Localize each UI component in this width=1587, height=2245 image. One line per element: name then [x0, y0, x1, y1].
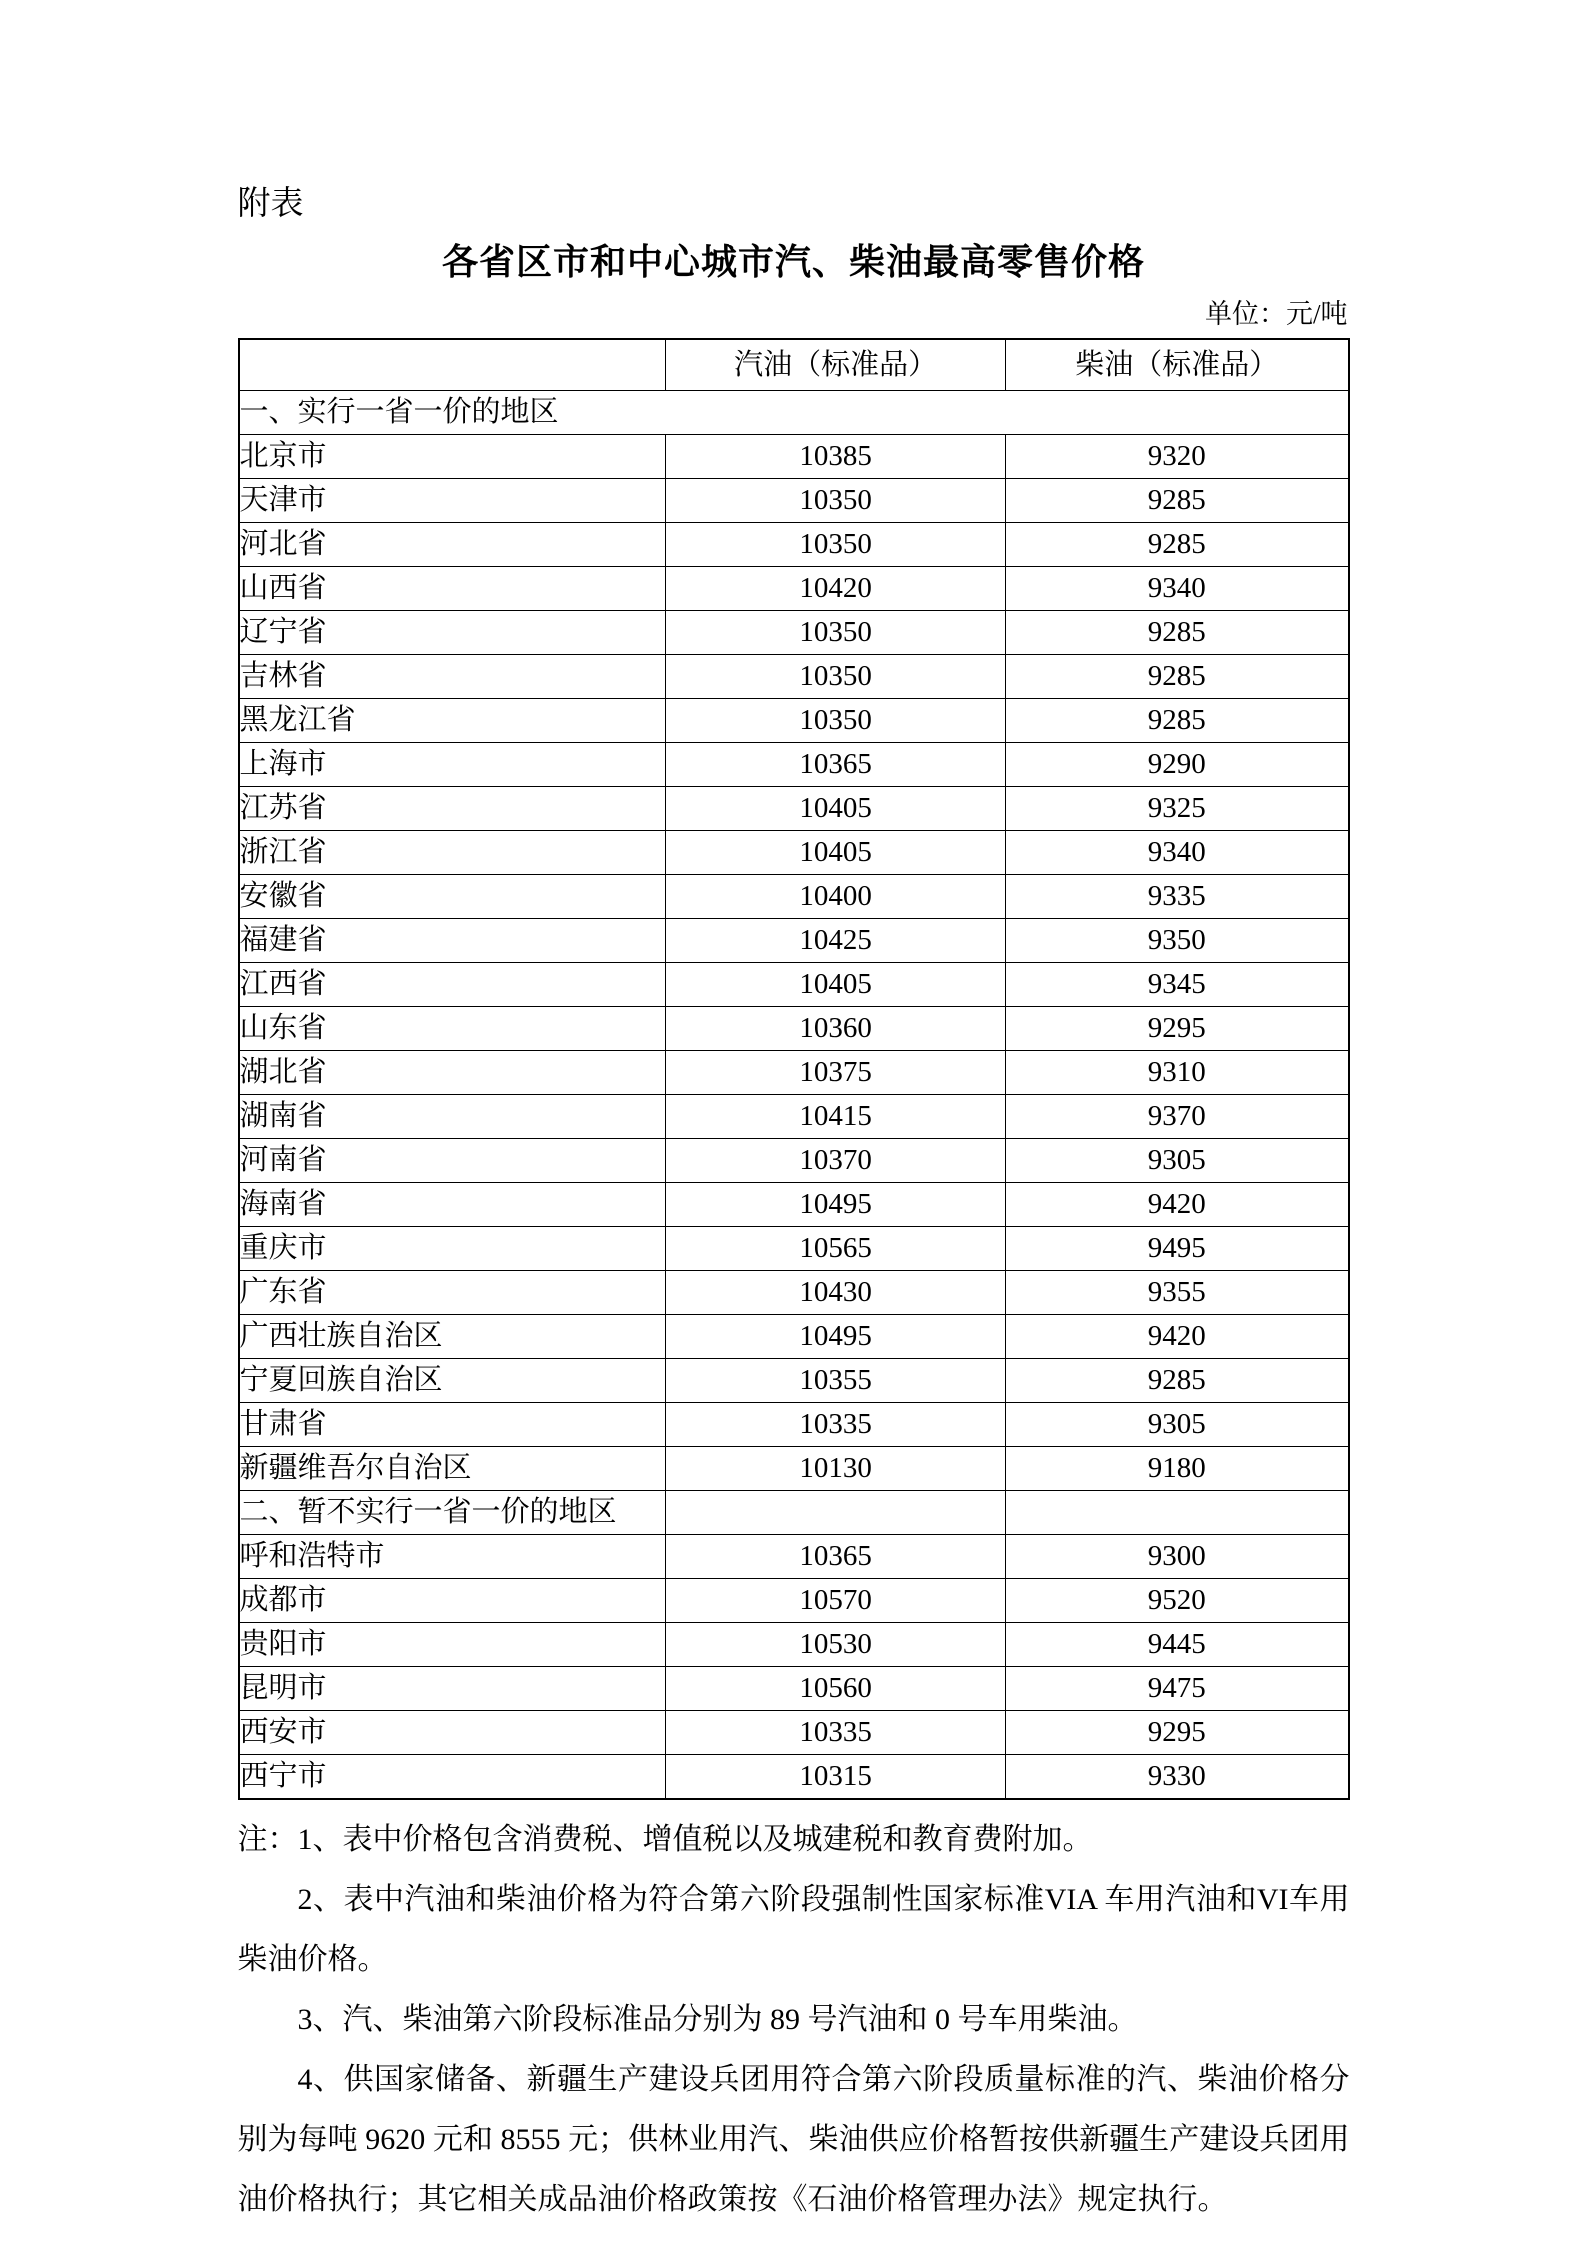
table-row [239, 1051, 1349, 1095]
diesel-price: 9320 [1006, 435, 1349, 479]
region-name: 天津市 [239, 479, 666, 523]
region-name: 吉林省 [239, 655, 666, 699]
table-row [239, 1667, 1349, 1711]
diesel-price: 9420 [1006, 1183, 1349, 1227]
gasoline-price: 10430 [666, 1271, 1006, 1315]
gasoline-price: 10130 [666, 1447, 1006, 1491]
table-row [239, 1447, 1349, 1491]
gasoline-price: 10360 [666, 1007, 1006, 1051]
table-row [239, 1711, 1349, 1755]
footnote-1: 注：1、表中价格包含消费税、增值税以及城建税和教育费附加。 [237, 1823, 1093, 1856]
gasoline-price: 10365 [666, 743, 1006, 787]
gasoline-price: 10350 [666, 655, 1006, 699]
footnote-3: 3、汽、柴油第六阶段标准品分别为 89 号汽油和 0 号车用柴油。 [297, 2003, 1138, 2036]
gasoline-price: 10405 [666, 963, 1006, 1007]
section-header-row [239, 391, 1349, 435]
diesel-price: 9345 [1006, 963, 1349, 1007]
diesel-price: 9475 [1006, 1667, 1349, 1711]
diesel-price: 9495 [1006, 1227, 1349, 1271]
diesel-price: 9340 [1006, 831, 1349, 875]
table-row [239, 1227, 1349, 1271]
region-name: 湖北省 [239, 1051, 666, 1095]
section-header-row [239, 1491, 1349, 1535]
table-row [239, 1095, 1349, 1139]
region-name: 安徽省 [239, 875, 666, 919]
region-name: 北京市 [239, 435, 666, 479]
region-name: 海南省 [239, 1183, 666, 1227]
diesel-price: 9520 [1006, 1579, 1349, 1623]
gasoline-price: 10350 [666, 523, 1006, 567]
gasoline-price: 10365 [666, 1535, 1006, 1579]
region-name: 江西省 [239, 963, 666, 1007]
column-header-gasoline: 汽油（标准品） [666, 339, 1006, 391]
gasoline-price: 10350 [666, 699, 1006, 743]
footnotes [238, 1810, 1350, 2230]
diesel-price: 9445 [1006, 1623, 1349, 1667]
gasoline-price: 10565 [666, 1227, 1006, 1271]
region-name: 山东省 [239, 1007, 666, 1051]
gasoline-price: 10495 [666, 1183, 1006, 1227]
empty-cell [666, 1491, 1006, 1535]
diesel-price: 9305 [1006, 1403, 1349, 1447]
region-name: 新疆维吾尔自治区 [239, 1447, 666, 1491]
diesel-price: 9285 [1006, 1359, 1349, 1403]
region-name: 湖南省 [239, 1095, 666, 1139]
diesel-price: 9420 [1006, 1315, 1349, 1359]
unit-label: 单位：元/吨 [1204, 299, 1348, 329]
column-header-region [239, 339, 666, 391]
diesel-price: 9285 [1006, 655, 1349, 699]
table-row [239, 567, 1349, 611]
region-name: 广东省 [239, 1271, 666, 1315]
page-title: 各省区市和中心城市汽、柴油最高零售价格 [441, 242, 1145, 282]
table-row [239, 435, 1349, 479]
table-row [239, 1271, 1349, 1315]
region-name: 福建省 [239, 919, 666, 963]
region-name: 河南省 [239, 1139, 666, 1183]
table-row [239, 919, 1349, 963]
diesel-price: 9310 [1006, 1051, 1349, 1095]
table-row [239, 1359, 1349, 1403]
region-name: 西宁市 [239, 1755, 666, 1800]
table-row [239, 963, 1349, 1007]
diesel-price: 9305 [1006, 1139, 1349, 1183]
diesel-price: 9335 [1006, 875, 1349, 919]
gasoline-price: 10415 [666, 1095, 1006, 1139]
gasoline-price: 10370 [666, 1139, 1006, 1183]
table-row [239, 1623, 1349, 1667]
gasoline-price: 10420 [666, 567, 1006, 611]
gasoline-price: 10530 [666, 1623, 1006, 1667]
diesel-price: 9295 [1006, 1007, 1349, 1051]
table-row [239, 611, 1349, 655]
annex-label: 附表 [237, 186, 304, 222]
table-row [239, 1579, 1349, 1623]
gasoline-price: 10495 [666, 1315, 1006, 1359]
diesel-price: 9285 [1006, 479, 1349, 523]
empty-cell [1006, 1491, 1349, 1535]
table-row [239, 787, 1349, 831]
table-row [239, 743, 1349, 787]
region-name: 贵阳市 [239, 1623, 666, 1667]
document-page [238, 0, 1350, 2230]
table-row [239, 655, 1349, 699]
table-header-row [239, 339, 1349, 391]
region-name: 河北省 [239, 523, 666, 567]
diesel-price: 9340 [1006, 567, 1349, 611]
table-row [239, 699, 1349, 743]
region-name: 昆明市 [239, 1667, 666, 1711]
gasoline-price: 10355 [666, 1359, 1006, 1403]
region-name: 宁夏回族自治区 [239, 1359, 666, 1403]
region-name: 江苏省 [239, 787, 666, 831]
diesel-price: 9285 [1006, 699, 1349, 743]
gasoline-price: 10560 [666, 1667, 1006, 1711]
column-header-diesel: 柴油（标准品） [1006, 339, 1349, 391]
diesel-price: 9350 [1006, 919, 1349, 963]
region-name: 甘肃省 [239, 1403, 666, 1447]
table-row [239, 523, 1349, 567]
region-name: 重庆市 [239, 1227, 666, 1271]
diesel-price: 9355 [1006, 1271, 1349, 1315]
diesel-price: 9325 [1006, 787, 1349, 831]
gasoline-price: 10335 [666, 1711, 1006, 1755]
diesel-price: 9285 [1006, 523, 1349, 567]
gasoline-price: 10350 [666, 611, 1006, 655]
table-row [239, 1403, 1349, 1447]
diesel-price: 9285 [1006, 611, 1349, 655]
gasoline-price: 10335 [666, 1403, 1006, 1447]
diesel-price: 9290 [1006, 743, 1349, 787]
table-row [239, 1007, 1349, 1051]
table-row [239, 1139, 1349, 1183]
table-row [239, 1315, 1349, 1359]
section-label: 二、暂不实行一省一价的地区 [239, 1491, 666, 1535]
diesel-price: 9295 [1006, 1711, 1349, 1755]
diesel-price: 9330 [1006, 1755, 1349, 1800]
region-name: 山西省 [239, 567, 666, 611]
region-name: 成都市 [239, 1579, 666, 1623]
footnote-4: 4、供国家储备、新疆生产建设兵团用符合第六阶段质量标准的汽、柴油价格分别为每吨 9620 元和 8555 元；供林业用汽、柴油供应价格暂按供新疆生产建设兵团用油价格执行；其它相关成品油价格政策按《石油价格管理办法》规定执行。 [237, 2063, 1350, 2216]
footnote-2: 2、表中汽油和柴油价格为符合第六阶段强制性国家标准VIA 车用汽油和VI车用柴油价格。 [237, 1883, 1350, 1976]
gasoline-price: 10405 [666, 831, 1006, 875]
table-row [239, 1535, 1349, 1579]
table-row [239, 831, 1349, 875]
price-table [238, 338, 1350, 1800]
diesel-price: 9300 [1006, 1535, 1349, 1579]
diesel-price: 9180 [1006, 1447, 1349, 1491]
section-label: 一、实行一省一价的地区 [239, 391, 1349, 435]
region-name: 呼和浩特市 [239, 1535, 666, 1579]
region-name: 广西壮族自治区 [239, 1315, 666, 1359]
region-name: 辽宁省 [239, 611, 666, 655]
table-row [239, 875, 1349, 919]
table-row [239, 1755, 1349, 1800]
gasoline-price: 10400 [666, 875, 1006, 919]
gasoline-price: 10425 [666, 919, 1006, 963]
table-row [239, 479, 1349, 523]
table-row [239, 1183, 1349, 1227]
region-name: 黑龙江省 [239, 699, 666, 743]
region-name: 上海市 [239, 743, 666, 787]
region-name: 西安市 [239, 1711, 666, 1755]
gasoline-price: 10315 [666, 1755, 1006, 1800]
gasoline-price: 10350 [666, 479, 1006, 523]
gasoline-price: 10375 [666, 1051, 1006, 1095]
gasoline-price: 10405 [666, 787, 1006, 831]
region-name: 浙江省 [239, 831, 666, 875]
diesel-price: 9370 [1006, 1095, 1349, 1139]
gasoline-price: 10570 [666, 1579, 1006, 1623]
gasoline-price: 10385 [666, 435, 1006, 479]
